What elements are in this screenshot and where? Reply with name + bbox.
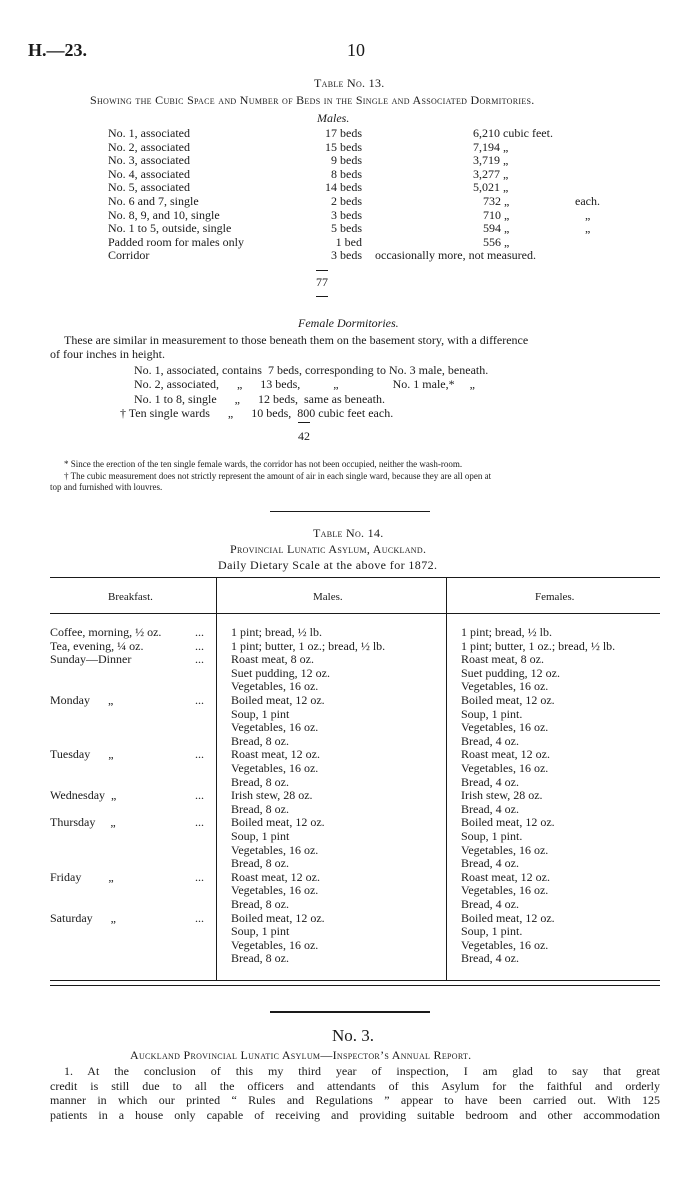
females-diet-item: Roast meat, 8 oz. [461, 652, 544, 667]
females-diet-cell [461, 748, 550, 789]
males-diet-cell [231, 626, 322, 640]
table14-bottom-rule-2 [50, 985, 660, 986]
females-diet-cell [461, 694, 555, 748]
female-dorm-row: No. 2, associated, „ 13 beds, „ No. 1 male,* „ [134, 377, 475, 392]
diet-day-label: Sunday—Dinner [50, 652, 132, 667]
table14-subtitle: Provincial Lunatic Asylum, Auckland. [230, 542, 427, 556]
section-number: No. 3. [332, 1026, 375, 1045]
males-total-rule-bottom [316, 296, 328, 297]
females-diet-item: 1 pint; butter, 1 oz.; bread, ½ lb. [461, 638, 616, 653]
dorm-name: No. 2, associated [108, 139, 190, 154]
males-diet-item: Irish stew, 28 oz. [231, 788, 313, 803]
males-diet-item: Vegetables, 16 oz. [231, 679, 319, 694]
diet-day-label: Thursday „ [50, 815, 116, 830]
females-diet-item: Vegetables, 16 oz. [461, 679, 549, 694]
female-total: 42 [298, 429, 310, 443]
females-diet-item: Vegetables, 16 oz. [461, 842, 549, 857]
table14-subtitle2: Daily Dietary Scale at the above for 1872. [218, 558, 438, 572]
table13-title: Table No. 13. [314, 76, 385, 90]
males-total-rule-top [316, 270, 328, 271]
females-diet-cell [461, 789, 543, 816]
section-divider-1 [270, 511, 430, 512]
female-heading: Female Dormitories. [298, 316, 399, 330]
dorm-beds: 9 beds [331, 153, 362, 168]
dorm-space-note: „ [585, 207, 591, 222]
females-diet-cell [461, 816, 555, 870]
females-diet-cell [461, 871, 550, 912]
males-diet-item: Vegetables, 16 oz. [231, 937, 319, 952]
leader-dots: ... [195, 788, 204, 803]
leader-dots: ... [195, 815, 204, 830]
col-header-females: Females. [535, 591, 575, 603]
females-diet-item: Vegetables, 16 oz. [461, 883, 549, 898]
para-line-3: manner in which our printed “ Rules and Regulations ” appear to have been carried out. With 125 [50, 1093, 660, 1108]
females-diet-item: Bread, 4 oz. [461, 951, 519, 966]
table14-col-divider-2 [446, 577, 447, 980]
males-diet-item: Bread, 8 oz. [231, 774, 289, 789]
leader-dots: ... [195, 638, 204, 653]
dorm-name: Padded room for males only [108, 234, 244, 249]
table14-title: Table No. 14. [313, 526, 384, 540]
males-diet-cell [231, 871, 320, 912]
females-diet-item: Bread, 4 oz. [461, 733, 519, 748]
males-diet-item: Soup, 1 pint [231, 924, 290, 939]
females-diet-item: Boiled meat, 12 oz. [461, 910, 555, 925]
females-diet-item: Roast meat, 12 oz. [461, 747, 550, 762]
diet-day-label: Friday „ [50, 869, 114, 884]
diet-day-label: Monday „ [50, 693, 114, 707]
females-diet-cell [461, 912, 555, 966]
males-diet-item: Bread, 8 oz. [231, 951, 289, 966]
dorm-name: No. 6 and 7, single [108, 194, 199, 208]
dorm-space: 5,021 „ [473, 180, 509, 195]
males-total: 77 [316, 275, 328, 289]
dorm-space-note: each. [575, 194, 600, 208]
females-diet-item: Bread, 4 oz. [461, 896, 519, 911]
dorm-space: occasionally more, not measured. [375, 248, 536, 263]
footnote-2a: † The cubic measurement does not strictly represent the amount of air in each single ward, because they are all open at [64, 471, 492, 481]
leader-dots: ... [195, 652, 204, 667]
dorm-space-note: „ [585, 221, 591, 236]
para-line-2: credit is still due to all the officers and attendants of this Asylum for the faithful and orderly [50, 1078, 660, 1093]
dorm-beds: 17 beds [325, 126, 362, 140]
dorm-name: Corridor [108, 248, 150, 263]
female-dorm-row: † Ten single wards „ 10 beds, 800 cubic feet each. [120, 405, 394, 420]
dorm-space: 7,194 „ [473, 139, 509, 154]
males-diet-item: Boiled meat, 12 oz. [231, 693, 325, 707]
section-paragraph [50, 1064, 660, 1122]
females-diet-item: Bread, 4 oz. [461, 774, 519, 789]
dorm-space: 6,210 cubic feet. [473, 126, 553, 140]
males-diet-item: Vegetables, 16 oz. [231, 842, 319, 857]
dorm-name: No. 5, associated [108, 180, 190, 195]
dorm-space: 710 „ [483, 207, 510, 222]
col-header-males: Males. [313, 591, 343, 603]
males-diet-item: Roast meat, 8 oz. [231, 652, 314, 667]
table14-col-divider-1 [216, 577, 217, 980]
females-diet-item: Boiled meat, 12 oz. [461, 815, 555, 830]
dorm-beds: 1 bed [335, 234, 362, 249]
dorm-beds: 8 beds [331, 166, 362, 181]
females-diet-cell [461, 653, 560, 694]
female-intro-2: of four inches in height. [50, 347, 165, 361]
females-diet-item: Vegetables, 16 oz. [461, 937, 549, 952]
diet-day-label: Coffee, morning, ½ oz. [50, 625, 162, 639]
females-diet-cell [461, 626, 552, 640]
females-diet-item: Vegetables, 16 oz. [461, 720, 549, 735]
footnote-2b: top and furnished with louvres. [50, 482, 163, 492]
males-diet-cell [231, 653, 330, 694]
females-diet-item: Suet pudding, 12 oz. [461, 665, 560, 680]
females-diet-item: Soup, 1 pint. [461, 924, 523, 939]
page-ref: H.—23. [28, 40, 88, 60]
dorm-space: 732 „ [483, 194, 510, 208]
section-divider-2 [270, 1011, 430, 1013]
dorm-name: No. 4, associated [108, 166, 190, 181]
dorm-beds: 3 beds [331, 207, 362, 222]
males-diet-item: Bread, 8 oz. [231, 896, 289, 911]
section-title: Auckland Provincial Lunatic Asylum—Inspector’s Annual Report. [130, 1048, 472, 1062]
female-dorm-row: No. 1, associated, contains 7 beds, corresponding to No. 3 male, beneath. [134, 363, 489, 377]
dorm-beds: 3 beds [331, 248, 362, 263]
females-diet-item: Soup, 1 pint. [461, 828, 523, 843]
col-header-breakfast: Breakfast. [108, 591, 153, 603]
males-diet-item: Bread, 8 oz. [231, 801, 289, 816]
females-diet-cell [461, 640, 615, 654]
females-diet-item: Bread, 4 oz. [461, 801, 519, 816]
female-total-rule-top [298, 422, 310, 423]
males-diet-item: Boiled meat, 12 oz. [231, 910, 325, 925]
females-diet-item: Vegetables, 16 oz. [461, 760, 549, 775]
diet-day-label: Tuesday „ [50, 747, 114, 762]
males-diet-item: Vegetables, 16 oz. [231, 883, 319, 898]
leader-dots: ... [195, 625, 204, 639]
males-diet-item: 1 pint; butter, 1 oz.; bread, ½ lb. [231, 638, 386, 653]
males-diet-cell [231, 789, 313, 816]
females-diet-item: Bread, 4 oz. [461, 856, 519, 871]
males-diet-item: Soup, 1 pint [231, 828, 290, 843]
males-diet-item: 1 pint; bread, ½ lb. [231, 625, 322, 639]
males-diet-item: Vegetables, 16 oz. [231, 720, 319, 735]
males-diet-cell [231, 912, 325, 966]
females-diet-item: 1 pint; bread, ½ lb. [461, 625, 552, 639]
males-diet-item: Suet pudding, 12 oz. [231, 665, 330, 680]
para-line-4: patients in a house only capable of receiving and providing suitable bedroom and other accommodation [50, 1107, 660, 1122]
table13-subtitle: Showing the Cubic Space and Number of Beds in the Single and Associated Dormitories. [90, 93, 535, 107]
males-diet-cell [231, 640, 385, 654]
leader-dots: ... [195, 747, 204, 762]
males-diet-item: Bread, 8 oz. [231, 733, 289, 748]
females-diet-item: Roast meat, 12 oz. [461, 869, 550, 884]
leader-dots: ... [195, 910, 204, 925]
males-diet-cell [231, 816, 325, 870]
dorm-name: No. 3, associated [108, 153, 190, 168]
diet-day-label: Saturday „ [50, 910, 116, 925]
dorm-name: No. 1 to 5, outside, single [108, 221, 232, 236]
dorm-beds: 15 beds [325, 139, 362, 154]
dorm-beds: 5 beds [331, 221, 362, 236]
males-diet-item: Boiled meat, 12 oz. [231, 815, 325, 830]
males-diet-cell [231, 694, 325, 748]
males-diet-item: Roast meat, 12 oz. [231, 869, 320, 884]
females-diet-item: Boiled meat, 12 oz. [461, 693, 555, 707]
females-diet-item: Irish stew, 28 oz. [461, 788, 543, 803]
female-intro-1: These are similar in measurement to those beneath them on the basement story, with a difference [64, 333, 529, 347]
dorm-name: No. 8, 9, and 10, single [108, 207, 220, 222]
males-diet-cell [231, 748, 320, 789]
table14-header-rule [50, 613, 660, 614]
males-diet-item: Soup, 1 pint [231, 706, 290, 721]
leader-dots: ... [195, 693, 204, 707]
males-diet-item: Roast meat, 12 oz. [231, 747, 320, 762]
males-diet-item: Bread, 8 oz. [231, 856, 289, 871]
dorm-beds: 2 beds [331, 194, 362, 208]
diet-day-label: Tea, evening, ¼ oz. [50, 638, 144, 653]
males-heading: Males. [317, 111, 350, 125]
diet-day-label: Wednesday „ [50, 788, 117, 803]
page-number: 10 [347, 40, 365, 60]
para-line-1: 1. At the conclusion of this my third year of inspection, I am glad to say that great [64, 1064, 660, 1078]
dorm-space: 594 „ [483, 221, 510, 236]
females-diet-item: Soup, 1 pint. [461, 706, 523, 721]
leader-dots: ... [195, 869, 204, 884]
dorm-beds: 14 beds [325, 180, 362, 195]
table14-bottom-rule-1 [50, 980, 660, 981]
dorm-space: 3,277 „ [473, 166, 509, 181]
dorm-space: 3,719 „ [473, 153, 509, 168]
table14-top-rule [50, 577, 660, 578]
dorm-space: 556 „ [483, 234, 510, 249]
female-dorm-row: No. 1 to 8, single „ 12 beds, same as beneath. [134, 391, 385, 406]
males-diet-item: Vegetables, 16 oz. [231, 760, 319, 775]
footnote-1: * Since the erection of the ten single female wards, the corridor has not been occupied, neither the wash-room. [64, 459, 463, 469]
dorm-name: No. 1, associated [108, 126, 190, 140]
